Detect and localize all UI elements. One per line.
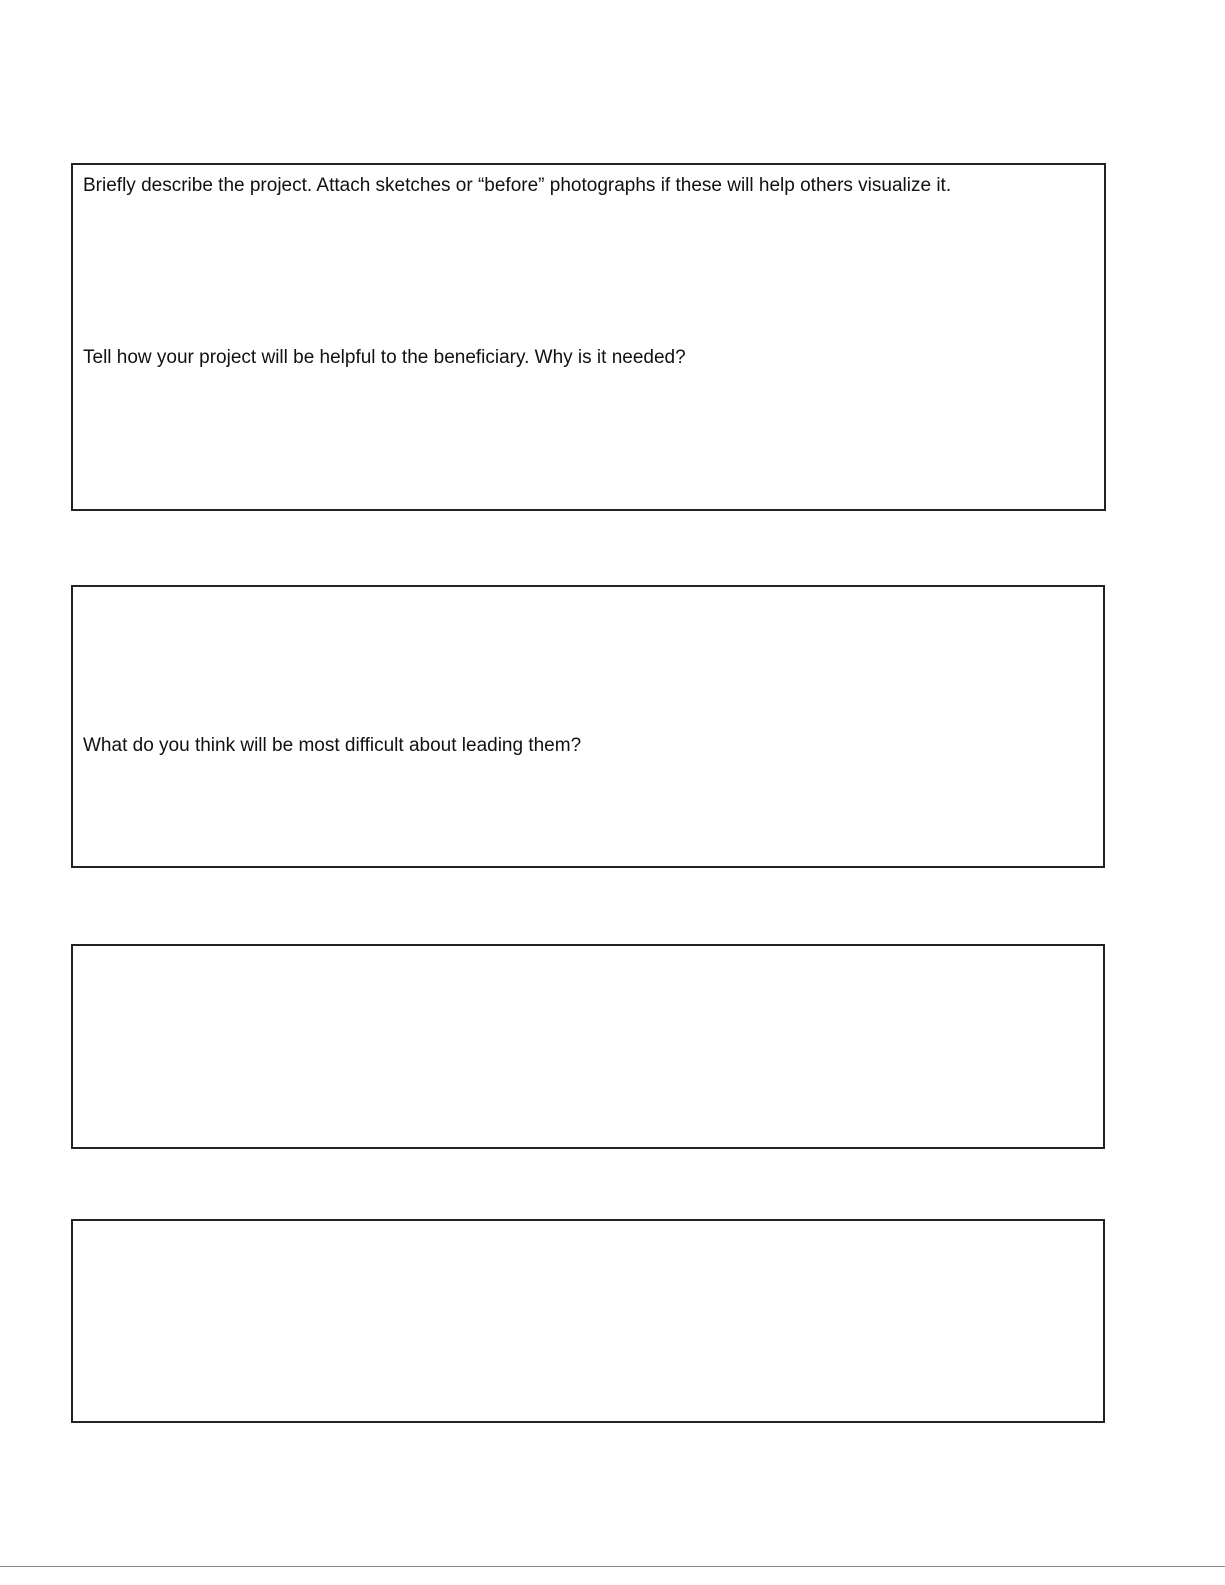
project-description-prompt: Briefly describe the project. Attach sketches or “before” photographs if these will help others visualize it. <box>83 175 952 196</box>
leadership-box <box>71 585 1105 868</box>
beneficiary-benefit-answer[interactable] <box>83 377 1094 505</box>
answer-box-3-field[interactable] <box>83 956 1093 1137</box>
project-description-answer[interactable] <box>83 205 1094 339</box>
project-description-box <box>71 163 1106 511</box>
bottom-divider <box>0 1566 1225 1567</box>
answer-box-4-field[interactable] <box>83 1231 1093 1411</box>
answer-box-3 <box>71 944 1105 1149</box>
leadership-difficulty-prompt: What do you think will be most difficult about leading them? <box>83 735 582 756</box>
leadership-answer-top[interactable] <box>83 597 1093 731</box>
answer-box-4 <box>71 1219 1105 1423</box>
beneficiary-benefit-prompt: Tell how your project will be helpful to the beneficiary. Why is it needed? <box>83 347 686 368</box>
leadership-difficulty-answer[interactable] <box>83 765 1093 864</box>
